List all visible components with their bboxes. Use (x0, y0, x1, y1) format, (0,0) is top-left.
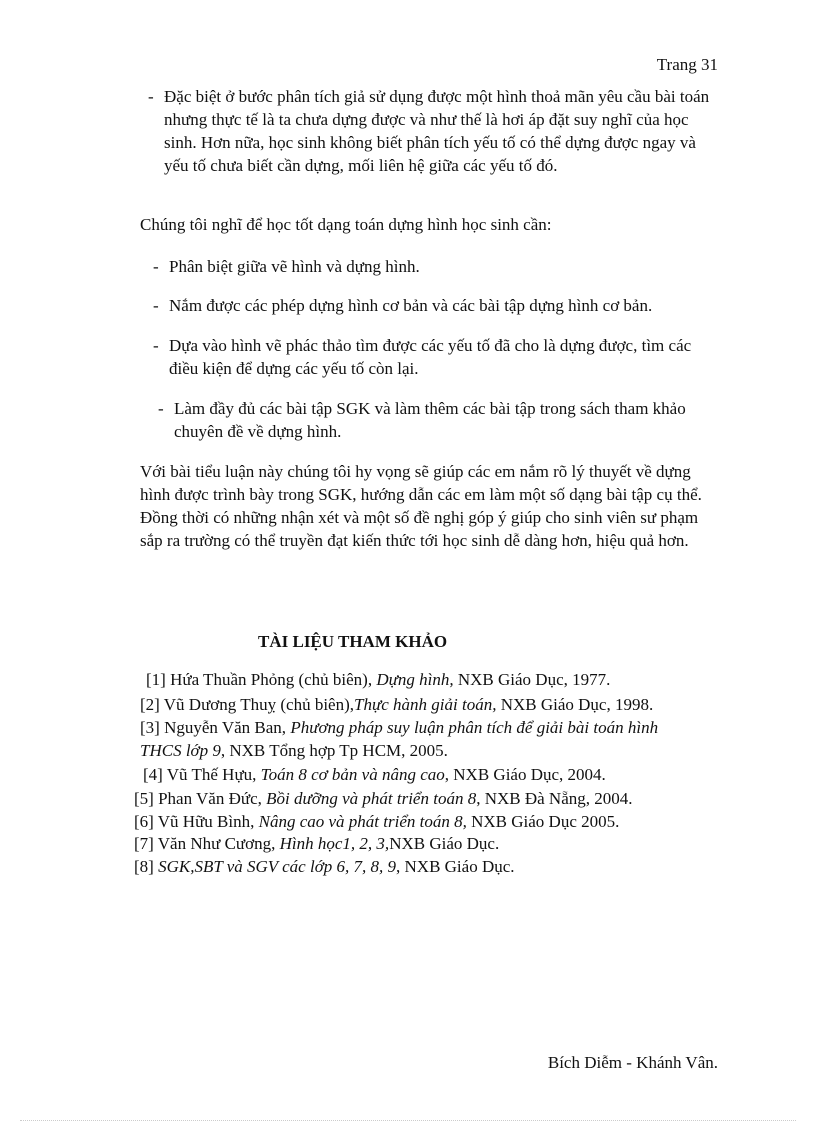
requirement-text: Nắm được các phép dựng hình cơ bản và các bài tập dựng hình cơ bản. (169, 296, 653, 315)
reference-author: Vũ Hữu Bình, (157, 812, 255, 831)
page-number: Trang 31 (656, 55, 718, 74)
reference-title: Thực hành giải toán, (354, 695, 497, 714)
reference-author: Nguyễn Văn Ban, (164, 718, 287, 737)
reference-publisher: NXB Giáo Dục. (389, 834, 500, 853)
bullet-dash: - (158, 399, 164, 418)
reference-item (140, 716, 658, 739)
reference-number: [7] (134, 834, 154, 853)
reference-item (134, 832, 499, 855)
reference-title: Nâng cao và phát triển toán 8, (258, 812, 467, 831)
reference-publisher: , NXB Đà Nẵng, 2004. (476, 789, 633, 808)
bullet-dash: - (153, 336, 159, 355)
page-bottom-divider (20, 1120, 796, 1121)
reference-number: [4] (143, 765, 163, 784)
requirement-item (153, 255, 723, 278)
reference-title: Phương pháp suy luận phân tích để giải bài toán hình (290, 718, 659, 737)
reference-number: [5] (134, 789, 154, 808)
reference-author: Vũ Dương Thuỵ (chủ biên), (163, 695, 355, 714)
reference-item (134, 855, 515, 878)
reference-item (134, 787, 633, 810)
bullet-dash: - (153, 257, 159, 276)
reference-author: Vũ Thế Hựu, (166, 765, 257, 784)
reference-author: Văn Như Cương, (157, 834, 276, 853)
reference-item (134, 810, 619, 833)
reference-title: Dựng hình, (376, 670, 454, 689)
reference-number: [6] (134, 812, 154, 831)
intro-bullet (148, 85, 718, 177)
requirement-text: Phân biệt giữa vẽ hình và dựng hình. (169, 257, 420, 276)
closing-paragraph: Với bài tiểu luận này chúng tôi hy vọng sẽ giúp các em nắm rõ lý thuyết về dựng hình được trình bày trong SGK, hướng dẫn các em làm một số dạng bài tập cụ thể. Đồng thời có những nhận xét và một số đề nghị góp ý giúp cho sinh viên sư phạm sắp ra trường có thể truyền đạt kiến thức tới học sinh dễ dàng hơn, hiệu quả hơn. (140, 462, 702, 550)
reference-number: [3] (140, 718, 160, 737)
reference-publisher: , NXB Giáo Dục. (396, 857, 515, 876)
reference-publisher: , NXB Giáo Dục, 2004. (444, 765, 606, 784)
reference-publisher: NXB Giáo Dục, 1977. (457, 670, 611, 689)
reference-publisher: NXB Giáo Dục, 1998. (500, 695, 654, 714)
reference-author: Hứa Thuần Phỏng (chủ biên), (170, 670, 373, 689)
reference-title: Bồi dưỡng và phát triển toán 8 (266, 789, 477, 808)
bullet-dash: - (153, 296, 159, 315)
reference-number: [2] (140, 695, 160, 714)
reference-number: [1] (146, 670, 166, 689)
requirement-text: Dựa vào hình vẽ phác thảo tìm được các yếu tố đã cho là dựng được, tìm các điều kiện để dựng các yếu tố còn lại. (169, 336, 692, 378)
reference-item (143, 763, 606, 786)
reference-publisher: NXB Giáo Dục 2005. (471, 812, 620, 831)
references-heading: TÀI LIỆU THAM KHẢO (258, 632, 448, 651)
intro-bullet-text: Đặc biệt ở bước phân tích giả sử dụng được một hình thoả mãn yêu cầu bài toán nhưng thực tế là ta chưa dựng được và như thế là hơi áp đặt suy nghĩ của học sinh. Hơn nữa, học sinh không biết phân tích yếu tố có thể dựng được ngay và yếu tố chưa biết cần dựng, mối liên hệ giữa các yếu tố đó. (164, 87, 710, 175)
reference-title: Hình học1, 2, 3, (279, 834, 390, 853)
reference-item (140, 693, 653, 716)
signature: Bích Diễm - Khánh Vân. (547, 1053, 718, 1072)
reference-item-continued (140, 739, 448, 762)
requirement-item (153, 294, 723, 317)
requirement-item (158, 397, 728, 443)
reference-item (146, 668, 610, 691)
requirement-text: Làm đầy đủ các bài tập SGK và làm thêm các bài tập trong sách tham khảo chuyên đề về dựng hình. (174, 399, 686, 441)
reference-title: Toán 8 cơ bản và nâng cao (260, 765, 445, 784)
bullet-dash: - (148, 87, 154, 106)
reference-title: SGK,SBT và SGV các lớp 6, 7, 8, 9 (158, 857, 397, 876)
reference-number: [8] (134, 857, 154, 876)
requirement-item (153, 334, 723, 380)
reference-title: THCS lớp 9 (140, 741, 221, 760)
reference-author: Phan Văn Đức, (158, 789, 262, 808)
reference-publisher: , NXB Tổng hợp Tp HCM, 2005. (220, 741, 448, 760)
lead-paragraph: Chúng tôi nghĩ để học tốt dạng toán dựng hình học sinh cần: (140, 215, 552, 234)
